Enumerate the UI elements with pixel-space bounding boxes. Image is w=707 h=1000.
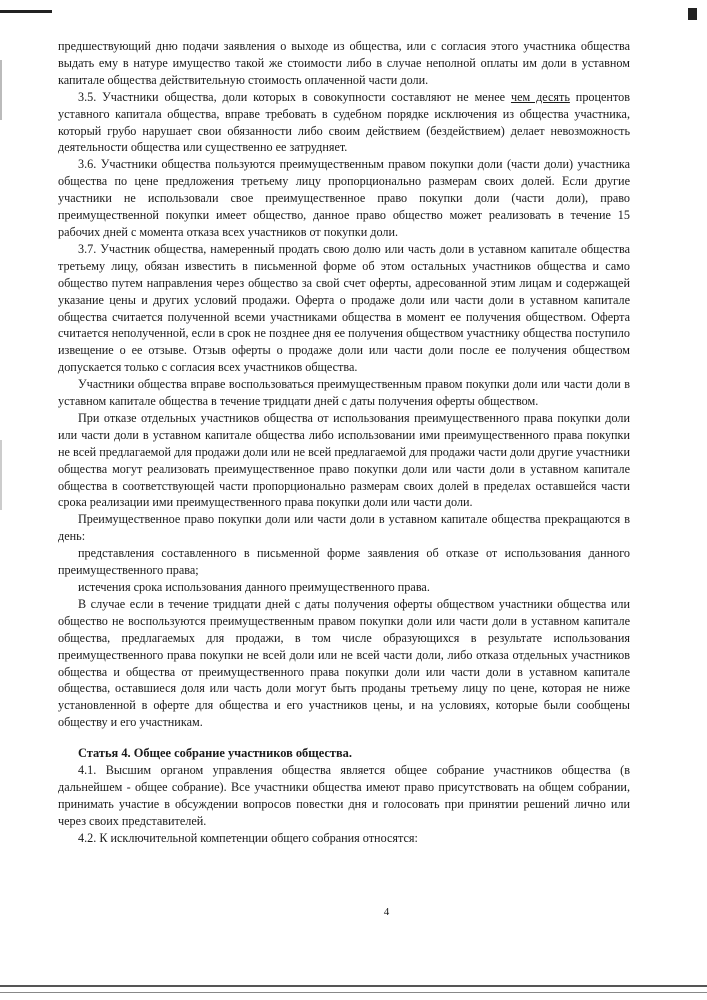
paragraph-3-5-part2: процентов уставного капитала общества, вправе требовать в судебном порядке исключения из общества участника, который грубо нарушает свои обязанности либо своим действием (бездействием) делает невозможность деятельности общества или существенно ее затрудняет. (58, 89, 630, 155)
document-page (58, 38, 630, 847)
list-item: представления составленного в письменной форме заявления об отказе от использования данного преимущественного права; (58, 546, 630, 578)
paragraph: При отказе отдельных участников общества от использования преимущественного права покупки доли или части доли в уставном капитале общества либо использовании ими преимущественного права покупки не всей предлагаемой для продажи доли или не всей предлагаемой для продажи части доли другие участники общества могут реализовать преимущественное право покупки доли или части доли в уставном капитале общества в соответствующей части пропорционально размерам своих долей в пределах оставшейся части срока реализации ими преимущественного права покупки доли или части доли. (58, 410, 630, 510)
paragraph-4-2: 4.2. К исключительной компетенции общего собрания относятся: (78, 830, 418, 845)
paragraph-3-5 (58, 89, 630, 157)
paragraph: В случае если в течение тридцати дней с даты получения оферты обществом участники общества или общество не воспользуются преимущественным правом покупки доли или части доли в уставном капитале общества, предлагаемых для продажи, в том числе образующихся в результате использования преимущественного права покупки не всей доли или не всей части доли, либо отказа отдельных участников общества и общества от преимущественного права покупки доли или части доли в уставном капитале общества, оставшиеся доля или часть доли могут быть проданы третьему лицу по цене, которая не ниже установленной в оферте для общества и его участников цены, и на условиях, которые были сообщены обществу и его участникам. (58, 596, 630, 730)
underlined-phrase: чем десять (510, 89, 570, 104)
scan-artifact-bottom-line (0, 992, 707, 993)
scan-artifact-bottom-line (0, 985, 707, 987)
paragraph: Участники общества вправе воспользоваться преимущественным правом покупки доли или части доли в уставном капитале общества в течение тридцати дней с даты получения оферты обществом. (58, 377, 630, 409)
scan-artifact-top-right (688, 8, 697, 20)
article-4-heading: Статья 4. Общее собрание участников общества. (78, 746, 352, 761)
paragraph-3-6: 3.6. Участники общества пользуются преимущественным правом покупки доли (части доли) участника общества по цене предложения третьему лицу пропорционально размерам своих долей. Если другие участники не использовали свое преимущественное право покупки доли (части доли), право преимущественной покупки имеет общество, данное право общество может реализовать в течение 15 рабочих дней с момента отказа всех участников от покупки доли. (58, 157, 630, 239)
list-item: истечения срока использования данного преимущественного права. (78, 580, 430, 594)
paragraph-3-5-part1: 3.5. Участники общества, доли которых в совокупности составляют не менее (78, 89, 511, 104)
paragraph-4-1: 4.1. Высшим органом управления общества является общее собрание участников общества (в дальнейшем - общее собрание). Все участники общества имеют право присутствовать на общем собрании, принимать участие в обсуждении вопросов повестки дня и голосовать при принятии решений лично или через своих представителей. (58, 763, 630, 828)
paragraph: Преимущественное право покупки доли или части доли в уставном капитале общества прекращаются в день: (58, 512, 630, 544)
paragraph-3-7: 3.7. Участник общества, намеренный продать свою долю или часть доли в уставном капитале общества третьему лицу, обязан известить в письменной форме об этом остальных участников общества и само общество путем направления через общество за свой счет оферты, адресованной этим лицам и содержащей указание цены и других условий продажи. Оферта о продаже доли или части доли в уставном капитале общества считается полученной всеми участниками общества в момент ее получения обществом. Оферта считается неполученной, если в срок не позднее дня ее получения обществом участнику общества поступило извещение о ее отзыве. Отзыв оферты о продаже доли или части доли после ее получения обществом допускается только с согласия всех участников общества. (58, 241, 630, 375)
page-number: 4 (383, 906, 390, 918)
scan-artifact-top-left (0, 10, 52, 13)
scan-artifact-left-edge (0, 60, 2, 120)
scan-artifact-left-edge (0, 440, 2, 510)
paragraph: предшествующий дню подачи заявления о выходе из общества, или с согласия этого участника общества выдать ему в натуре имущество такой же стоимости либо в случае неполной оплаты им доли в уставном капитале общества действительную стоимость оплаченной части доли. (58, 39, 630, 87)
